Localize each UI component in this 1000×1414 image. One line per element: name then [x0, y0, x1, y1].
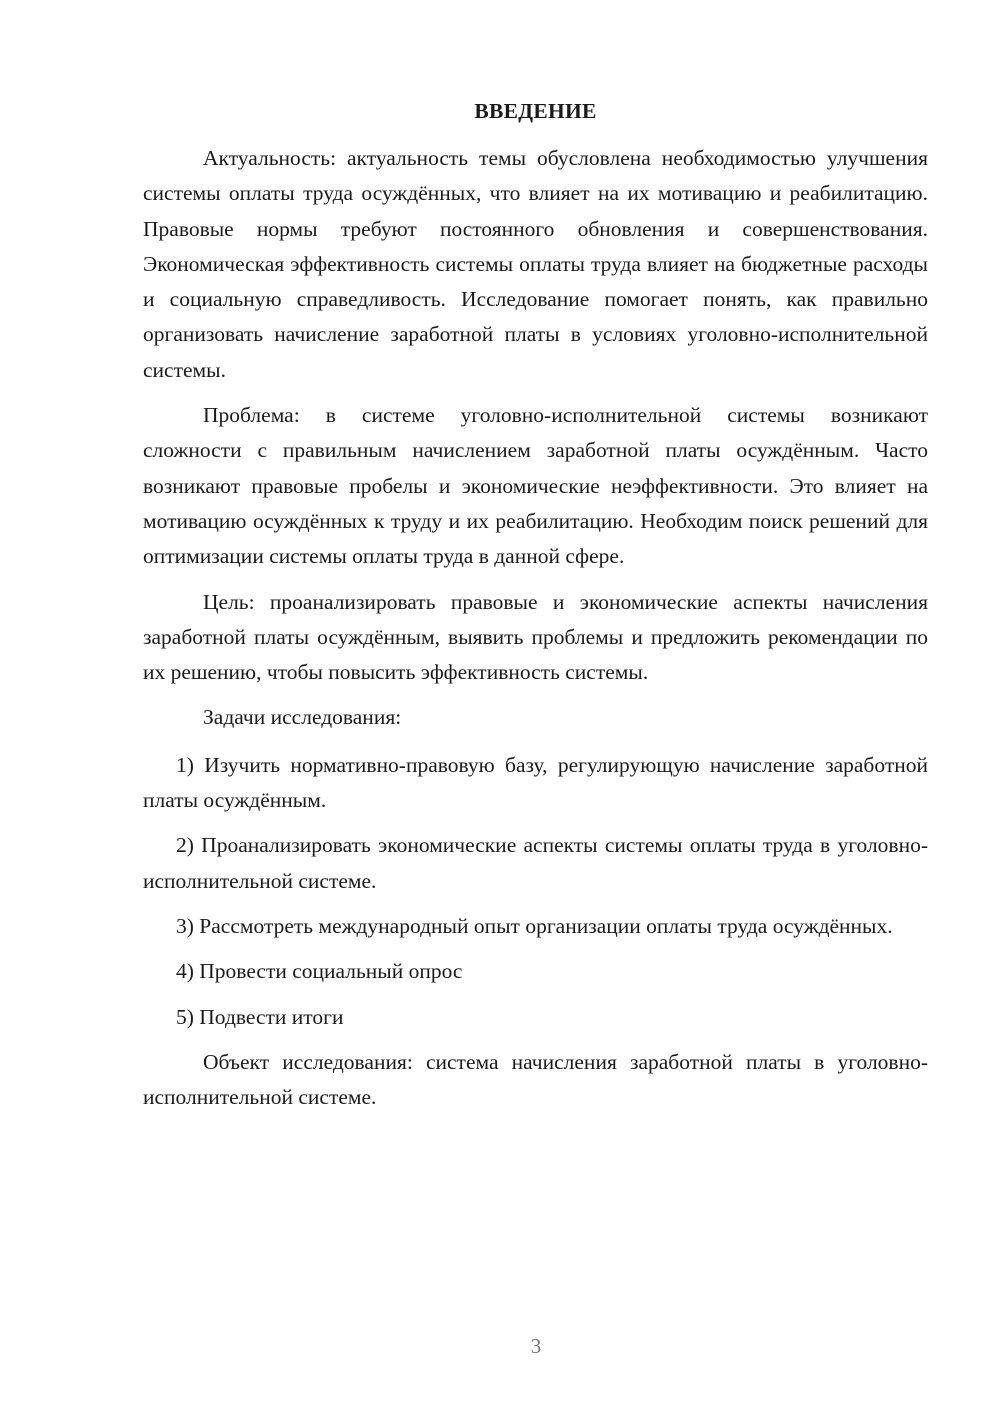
goal-paragraph: Цель: проанализировать правовые и экономические аспекты начисления заработной платы осуждённым, выявить проблемы и предложить рекомендации по их решению, чтобы повысить эффективность системы. — [143, 589, 928, 685]
task-item-5: 5) Подвести итоги — [176, 1004, 344, 1029]
page-title: ВВЕДЕНИЕ — [474, 99, 597, 123]
task-item-2: 2) Проанализировать экономические аспекты системы оплаты труда в уголовно-исполнительной системе. — [143, 833, 928, 893]
problem-paragraph: Проблема: в системе уголовно-исполнительной системы возникают сложности с правильным начислением заработной платы осуждённым. Часто возникают правовые пробелы и экономические неэффективности. Это влияет на мотивацию осуждённых к труду и их реабилитацию. Необходим поиск решений для оптимизации системы оплаты труда в данной сфере. — [143, 403, 928, 569]
task-item-4: 4) Провести социальный опрос — [176, 959, 463, 984]
tasks-heading: Задачи исследования: — [203, 705, 402, 730]
document-page — [143, 95, 928, 1125]
object-paragraph: Объект исследования: система начисления заработной платы в уголовно-исполнительной системе. — [143, 1049, 928, 1110]
page-number: 3 — [530, 1334, 542, 1358]
tasks-list — [143, 748, 928, 1035]
task-item-3: 3) Рассмотреть международный опыт организации оплаты труда осуждённых. — [176, 913, 893, 938]
relevance-paragraph: Актуальность: актуальность темы обусловлена необходимостью улучшения системы оплаты труда осуждённых, что влияет на их мотивацию и реабилитацию. Правовые нормы требуют постоянного обновления и совершенствования. Экономическая эффективность системы оплаты труда влияет на бюджетные расходы и социальную справедливость. Исследование помогает понять, как правильно организовать начисление заработной платы в условиях уголовно-исполнительной системы. — [143, 146, 928, 382]
task-item-1: 1) Изучить нормативно-правовую базу, регулирующую начисление заработной платы осуждённым. — [143, 752, 928, 813]
